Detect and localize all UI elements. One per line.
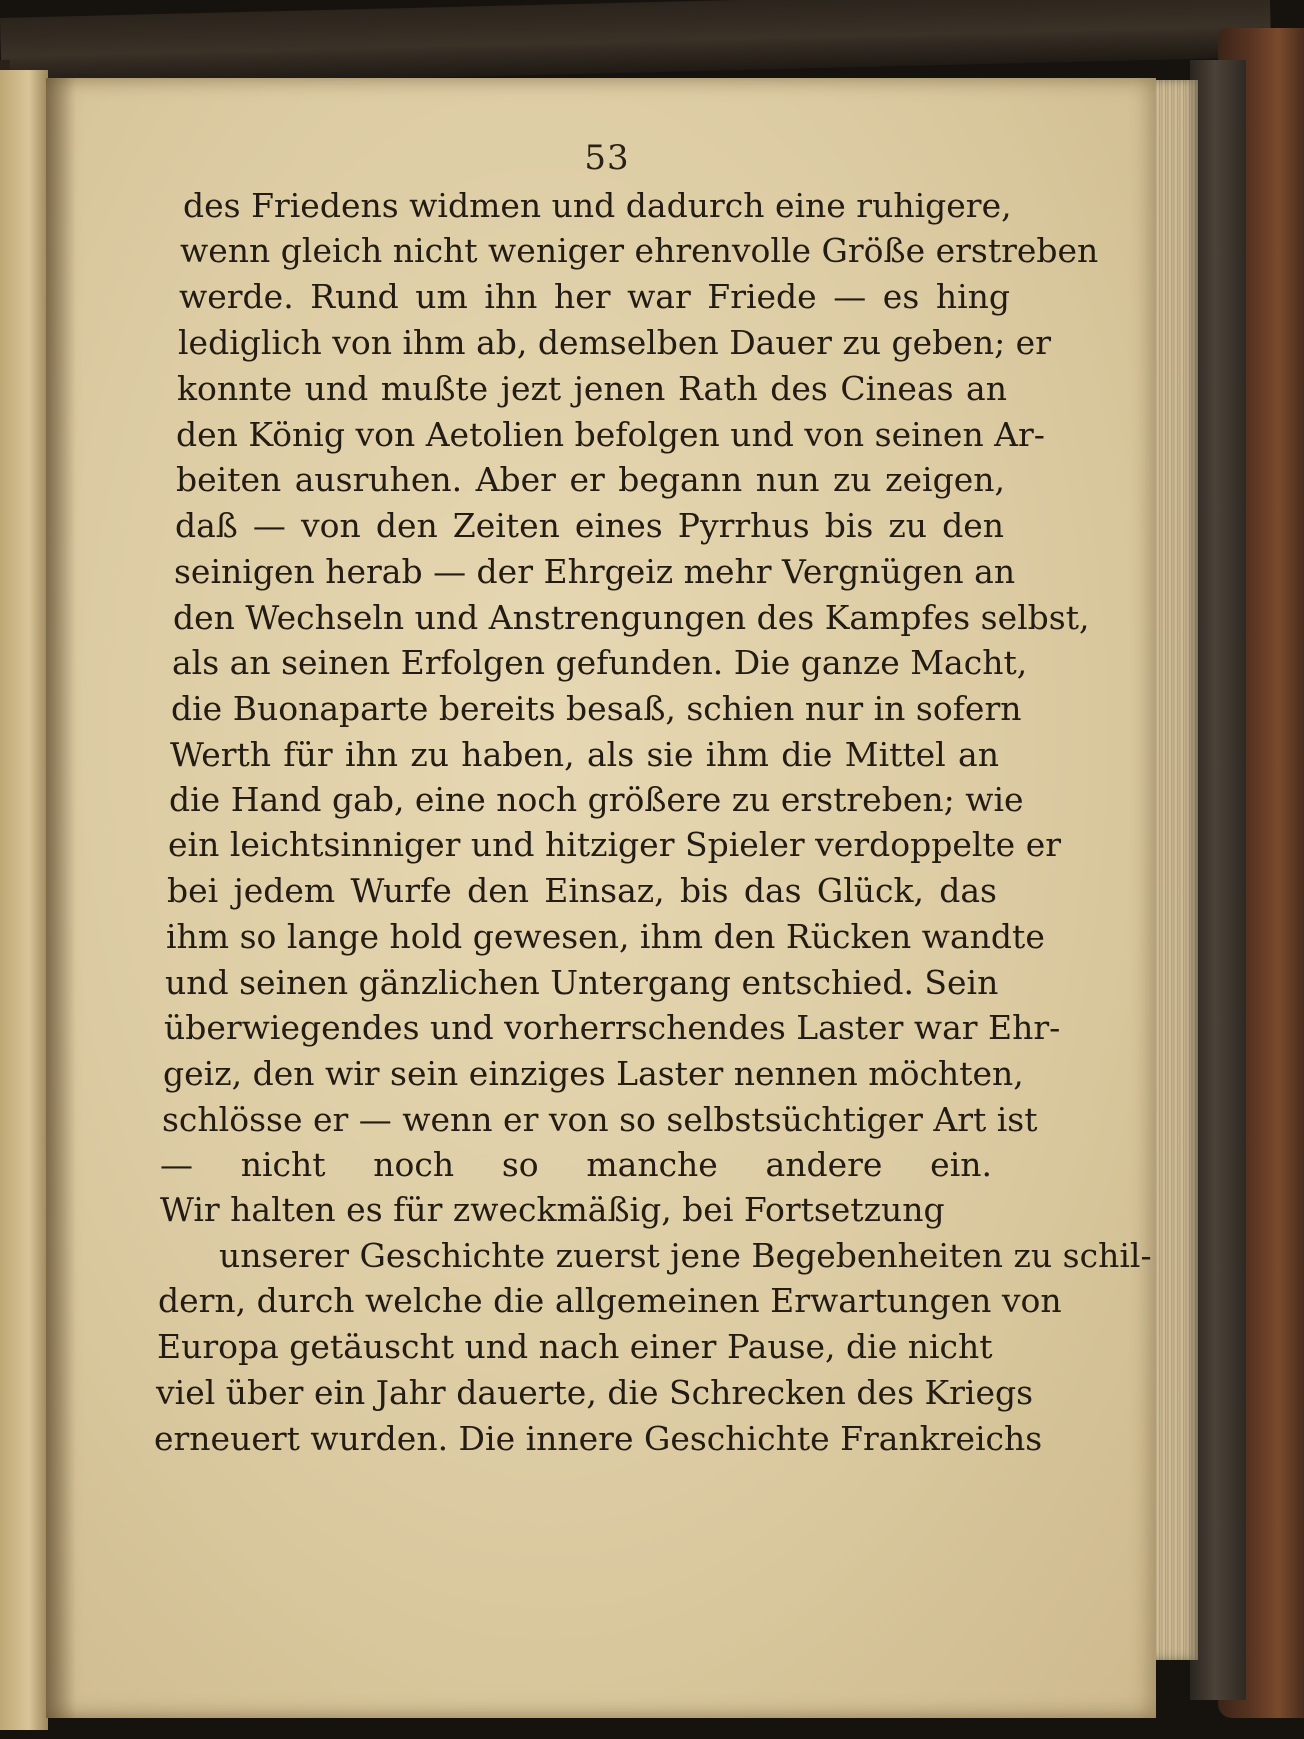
text-line: Werth für ihn zu haben, als sie ihm die Mittel an	[170, 735, 999, 774]
text-line: schlösse er — wenn er von so selbstsüchtiger Art ist	[162, 1100, 1038, 1139]
text-line: dern, durch welche die allgemeinen Erwartungen von	[158, 1281, 1062, 1320]
text-line: als an seinen Erfolgen gefunden. Die ganze Macht,	[172, 643, 1028, 682]
text-line: ihm so lange hold gewesen, ihm den Rücken wandte	[166, 917, 1045, 956]
text-line: — nicht noch so manche andere ein.	[160, 1145, 992, 1184]
text-line: den König von Aetolien befolgen und von seinen Ar-	[176, 415, 1045, 454]
text-line: und seinen gänzlichen Untergang entschied. Sein	[165, 963, 999, 1002]
text-line: die Buonaparte bereits besaß, schien nur in sofern	[171, 689, 1022, 728]
text-line: werde. Rund um ihn her war Friede — es hing	[179, 277, 1010, 316]
text-line: unserer Geschichte zuerst jene Begebenheiten zu schil-	[219, 1236, 1152, 1275]
text-line: erneuert wurden. Die innere Geschichte Frankreichs	[154, 1419, 1043, 1458]
text-line: die Hand gab, eine noch größere zu erstreben; wie	[169, 780, 1024, 819]
text-line: lediglich von ihm ab, demselben Dauer zu geben; er	[178, 323, 1051, 362]
text-line: bei jedem Wurfe den Einsaz, bis das Glück, das	[167, 871, 997, 910]
text-line: überwiegendes und vorherrschendes Laster war Ehr-	[164, 1008, 1061, 1047]
text-line: daß — von den Zeiten eines Pyrrhus bis zu den	[175, 506, 1004, 545]
text-line: beiten ausruhen. Aber er begann nun zu zeigen,	[176, 460, 1005, 499]
text-line: ein leichtsinniger und hitziger Spieler verdoppelte er	[168, 825, 1061, 864]
text-line: Europa getäuscht und nach einer Pause, die nicht	[157, 1327, 993, 1366]
text-line: des Friedens widmen und dadurch eine ruhigere,	[183, 186, 1012, 225]
text-line: wenn gleich nicht weniger ehrenvolle Größe erstreben	[180, 231, 1099, 270]
page-number: 53	[584, 138, 630, 178]
text-line: Wir halten es für zweckmäßig, bei Fortsetzung	[160, 1190, 945, 1229]
text-line: konnte und mußte jezt jenen Rath des Cineas an	[177, 369, 1007, 408]
text-line: viel über ein Jahr dauerte, die Schrecken des Kriegs	[156, 1373, 1034, 1412]
text-line: den Wechseln und Anstrengungen des Kampfes selbst,	[173, 598, 1090, 637]
text-line: seinigen herab — der Ehrgeiz mehr Vergnügen an	[174, 552, 1016, 591]
text-line: geiz, den wir sein einziges Laster nennen möchten,	[163, 1054, 1024, 1093]
